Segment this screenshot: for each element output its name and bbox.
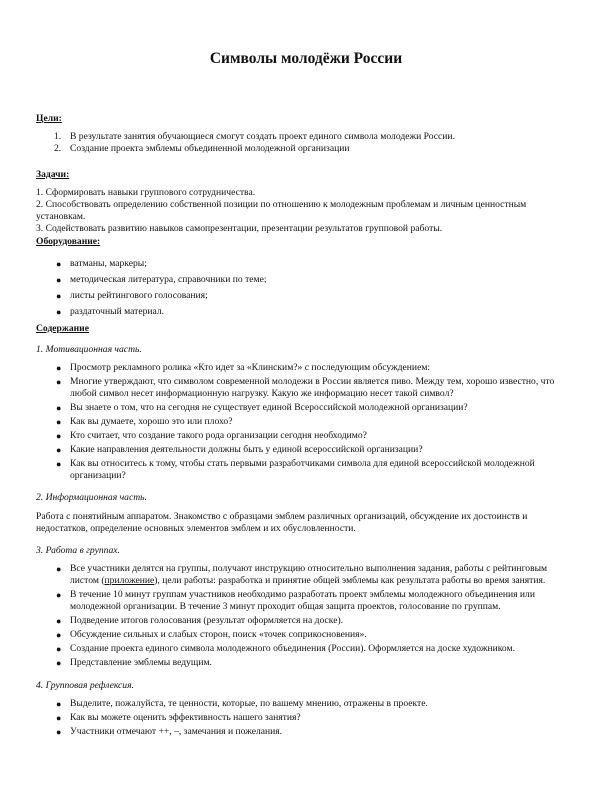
section-3-list <box>36 563 576 669</box>
section-4-title: 4. Групповая рефлексия. <box>36 680 134 691</box>
list-item: ● Все участники делятся на группы, получают инструкцию относительно выполнения задания, работы с рейтинговым листом (приложение), цели работы: разработка и принятие общей эмблемы как результата работы во время занятия. <box>56 563 548 586</box>
list-item: ● листы рейтингового голосования; <box>56 290 208 301</box>
tasks-text <box>36 187 576 235</box>
list-item: ● В течение 10 минут группам участников необходимо разработать проект эмблемы молодежного объединения или молодежной организации. В течение 3 минут проходит общая защита проектов, голосование по группам. <box>56 589 535 612</box>
list-item: ● Какие направления деятельности должны быть у единой всероссийской организации? <box>56 444 423 455</box>
task-line: 3. Содействовать развитию навыков самопрезентации, презентации результатов групповой работы. <box>36 223 443 234</box>
appendix-link[interactable]: приложение <box>104 575 155 586</box>
task-line: 1. Сформировать навыки группового сотрудничества. <box>36 187 256 198</box>
section-2-text: Работа с понятийным аппаратом. Знакомство с образцами эмблем различных организаций, обсуждение их достоинств и недостатков, определение основных элементов эмблем и их обусловленности. <box>36 511 528 534</box>
equipment-list <box>36 256 576 320</box>
list-item: ● Как вы относитесь к тому, чтобы стать первыми разработчиками символа для единой всероссийской молодежной организации? <box>56 458 535 481</box>
section-3-title: 3. Работа в группах. <box>36 545 120 556</box>
goals-heading: Цели: <box>36 113 62 124</box>
tasks-heading: Задачи: <box>36 169 70 180</box>
list-item: ● Участники отмечают ++, –, замечания и пожелания. <box>56 726 283 737</box>
section-4-list <box>36 698 576 738</box>
list-item: 1. В результате занятия обучающиеся смогут создать проект единого символа молодежи России. <box>54 131 455 142</box>
list-item: ● раздаточный материал. <box>56 306 165 317</box>
list-item: ● Создание проекта единого символа молодежного объединения (России). Оформляется на доске художником. <box>56 643 516 654</box>
section-1-list <box>36 362 576 482</box>
list-item: ● Подведение итогов голосования (результат оформляется на доске). <box>56 615 344 626</box>
list-item: ● ватманы, маркеры; <box>56 258 147 269</box>
list-item: ● Кто считает, что создание такого рода организации сегодня необходимо? <box>56 430 367 441</box>
list-item: ● Просмотр рекламного ролика «Кто идет за «Клинским?» с последующим обсуждением: <box>56 362 431 373</box>
section-2-title: 2. Информационная часть. <box>36 492 147 503</box>
section-1-title: 1. Мотивационная часть. <box>36 344 142 355</box>
list-item: ● Многие утверждают, что символом современной молодежи в России является пиво. Между тем, хорошо известно, что любой символ несет информационную нагрузку. Какую же информацию несет такой символ? <box>56 376 555 399</box>
list-item: ● Как вы думаете, хорошо это или плохо? <box>56 416 233 427</box>
list-item: ● Вы знаете о том, что на сегодня не существует единой Всероссийской молодежной организации? <box>56 402 468 413</box>
task-line: 2. Способствовать определению собственной позиции по отношению к молодежным проблемам и личным ценностным установкам. <box>36 199 527 222</box>
page-title: Символы молодёжи России <box>209 50 403 67</box>
list-item: ● Представление эмблемы ведущим. <box>56 657 212 668</box>
list-item: ● Обсуждение сильных и слабых сторон, поиск «точек соприкосновения». <box>56 629 367 640</box>
equipment-heading: Оборудование: <box>36 236 101 247</box>
list-item: ● методическая литература, справочники по теме; <box>56 274 267 285</box>
list-item: 2. Создание проекта эмблемы объединенной молодежной организации <box>54 143 350 154</box>
goals-list <box>36 131 576 155</box>
list-item: ● Выделите, пожалуйста, те ценности, которые, по вашему мнению, отражены в проекте. <box>56 698 428 709</box>
content-heading: Содержание <box>36 323 89 334</box>
list-item: ● Как вы можете оценить эффективность нашего занятия? <box>56 712 301 723</box>
